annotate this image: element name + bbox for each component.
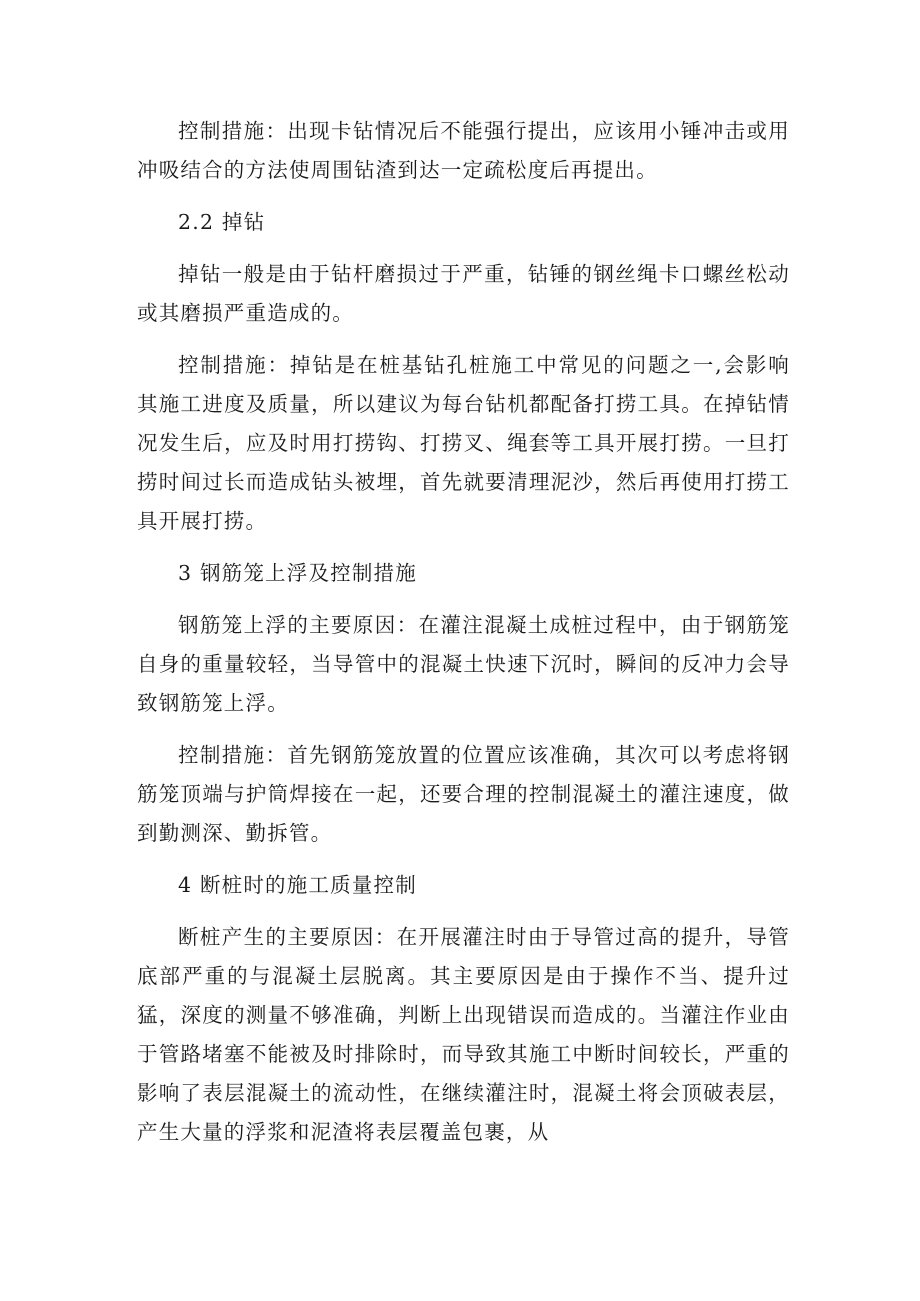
paragraph-cage-float-cause: 钢筋笼上浮的主要原因：在灌注混凝土成桩过程中，由于钢筋笼自身的重量较轻，当导管中的混凝土快速下沉时，瞬间的反冲力会导致钢筋笼上浮。: [137, 613, 790, 715]
paragraph-jam-control: 控制措施：出现卡钻情况后不能强行提出，应该用小锤冲击或用冲吸结合的方法使周围钻渣到达一定疏松度后再提出。: [137, 119, 790, 182]
paragraph-drill-drop-control: 控制措施：掉钻是在桩基钻孔桩施工中常见的问题之一,会影响其施工进度及质量，所以建议为每台钻机都配备打捞工具。在掉钻情况发生后，应及时用打捞钩、打捞叉、绳套等工具开展打捞。一旦打捞时间过长而造成钻头被埋，首先就要清理泥沙，然后再使用打捞工具开展打捞。: [137, 353, 790, 533]
document-body: [137, 112, 790, 1152]
section-heading-broken-pile: 4 断桩时的施工质量控制: [178, 873, 417, 897]
paragraph-cage-float-control: 控制措施：首先钢筋笼放置的位置应该准确，其次可以考虑将钢筋笼顶端与护筒焊接在一起，还要合理的控制混凝土的灌注速度，做到勤测深、勤拆管。: [137, 743, 790, 845]
section-heading-cage-float: 3 钢筋笼上浮及控制措施: [178, 561, 417, 585]
section-heading-drill-drop: 2.2 掉钻: [178, 210, 266, 234]
paragraph-broken-pile-cause: 断桩产生的主要原因：在开展灌注时由于导管过高的提升，导管底部严重的与混凝土层脱离。其主要原因是由于操作不当、提升过猛，深度的测量不够准确，判断上出现错误而造成的。当灌注作业由于管路堵塞不能被及时排除时，而导致其施工中断时间较长，严重的影响了表层混凝土的流动性，在继续灌注时，混凝土将会顶破表层，产生大量的浮浆和泥渣将表层覆盖包裹，从: [137, 925, 790, 1144]
paragraph-drill-drop-cause: 掉钻一般是由于钻杆磨损过于严重，钻锤的钢丝绳卡口螺丝松动或其磨损严重造成的。: [137, 262, 790, 325]
